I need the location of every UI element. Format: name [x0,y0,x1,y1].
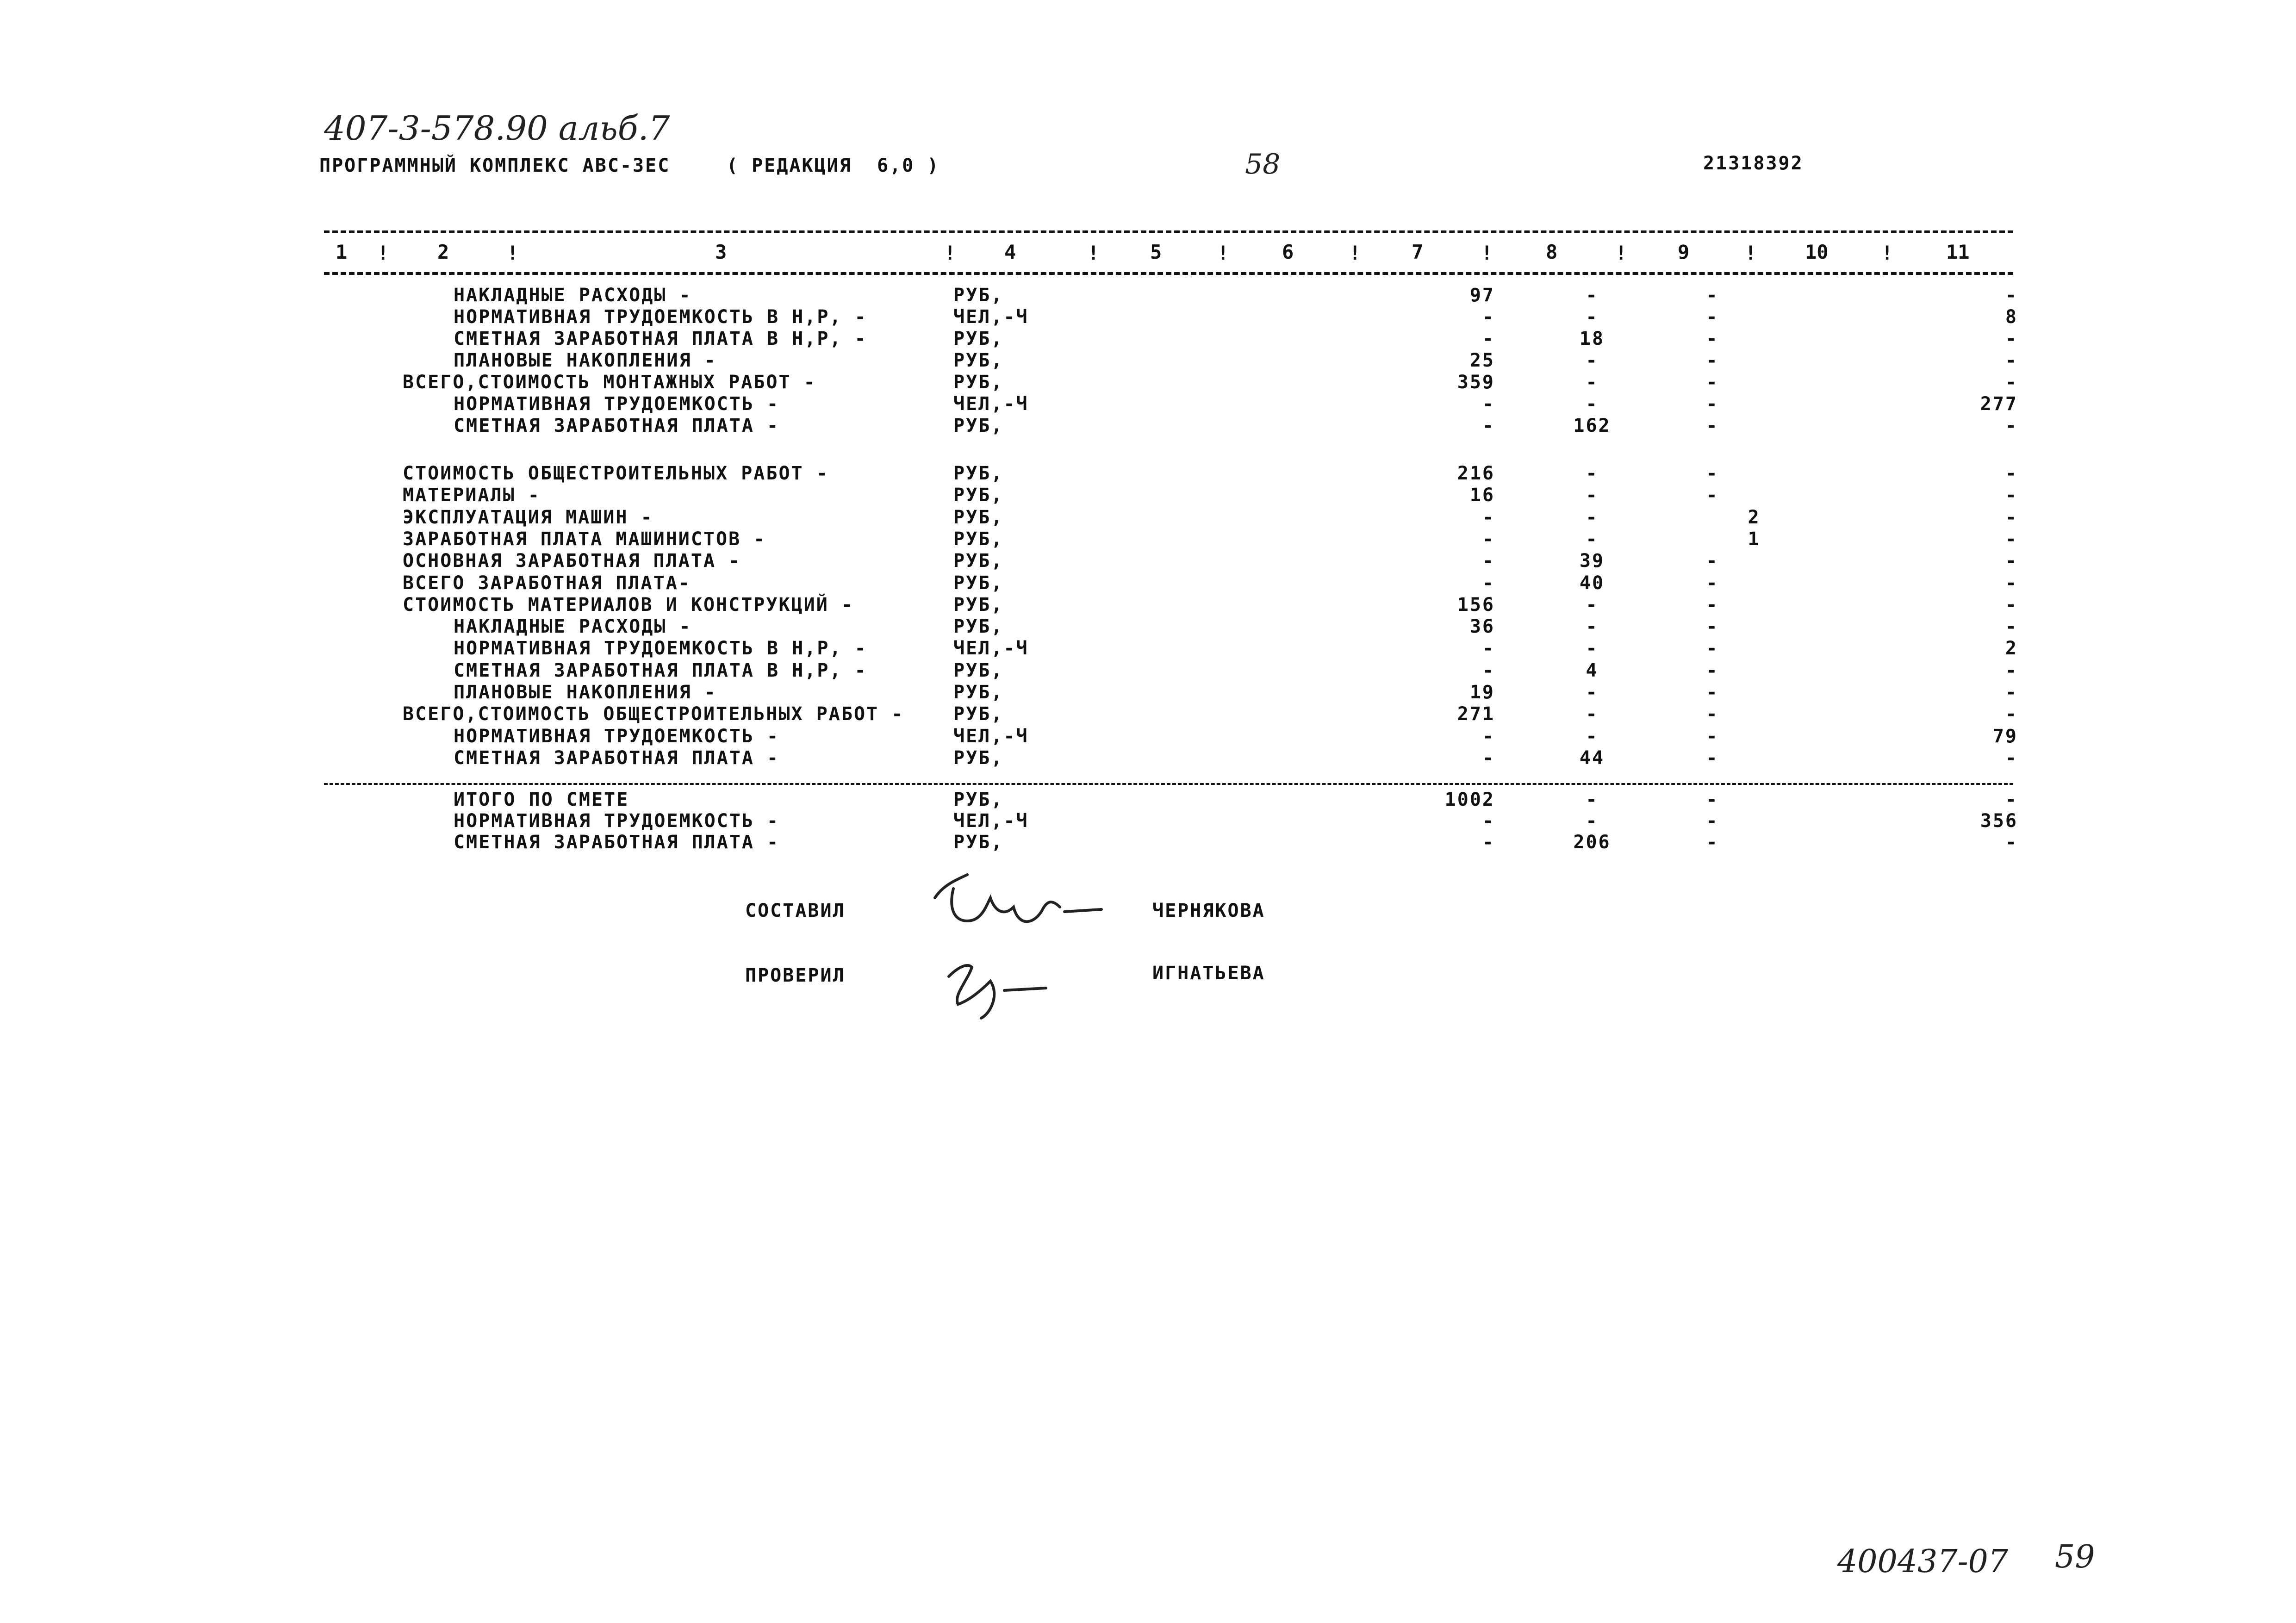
col-separator: ! [944,242,956,264]
row-label: СМЕТНАЯ ЗАРАБОТНАЯ ПЛАТА - [454,747,780,769]
cell-col11: - [2005,528,2018,550]
table-row [0,682,2296,704]
row-unit: РУБ, [953,415,1004,436]
row-label: НОРМАТИВНАЯ ТРУДОЕМКОСТЬ - [454,393,780,415]
archive-stamp: 400437-07 [1837,1543,2009,1580]
cell-col11: - [2005,789,2018,810]
cell-col8: 39 [1579,550,1605,572]
cell-col7: - [1482,810,1495,832]
col-separator: ! [1881,242,1893,264]
col-separator: ! [1615,242,1627,264]
cell-col7: 36 [1469,616,1495,638]
row-unit: РУБ, [953,506,1004,528]
cell-col7: 16 [1469,485,1495,506]
row-unit: ЧЕЛ,-Ч [953,810,1029,832]
cell-col7: - [1482,506,1495,528]
row-unit: РУБ, [953,328,1004,349]
row-label: СМЕТНАЯ ЗАРАБОТНАЯ ПЛАТА - [454,832,780,853]
cell-col11: - [2005,616,2018,638]
row-unit: ЧЕЛ,-Ч [953,393,1029,415]
table-row [0,747,2296,770]
col-separator: ! [1217,242,1229,264]
row-label: ИТОГО ПО СМЕТЕ [454,789,629,810]
col-header-11: 11 [1946,241,1970,263]
cell-col8: - [1586,285,1599,306]
row-unit: РУБ, [953,350,1004,371]
row-label: СМЕТНАЯ ЗАРАБОТНАЯ ПЛАТА В Н,Р, - [454,659,867,681]
row-unit: РУБ, [953,616,1004,638]
row-label: СМЕТНАЯ ЗАРАБОТНАЯ ПЛАТА - [454,415,780,436]
cell-col9: - [1706,463,1719,484]
col-header-1: 1 [336,241,348,263]
col-separator: ! [1745,242,1757,264]
cell-col11: - [2005,415,2018,436]
cell-col8: - [1586,528,1599,550]
cell-col9: - [1706,306,1719,328]
total-separator-rule [324,783,2013,785]
row-unit: РУБ, [953,463,1004,484]
cell-col9: - [1706,550,1719,572]
table-top-rule [324,230,2013,233]
cell-col9: - [1706,328,1719,349]
table-row [0,393,2296,416]
row-label: СТОИМОСТЬ ОБЩЕСТРОИТЕЛЬНЫХ РАБОТ - [403,463,829,484]
cell-col11: - [2005,832,2018,853]
cell-col9: - [1706,594,1719,616]
page-number: 58 [1245,148,1281,180]
cell-col11: - [2005,506,2018,528]
cell-col11: - [2005,285,2018,306]
col-header-10: 10 [1805,241,1829,263]
cell-col8: - [1586,306,1599,328]
table-row [0,328,2296,350]
table-header-rule [324,272,2013,275]
cell-col11: - [2005,372,2018,393]
cell-col8: - [1586,810,1599,832]
row-label: ЭКСПЛУАТАЦИЯ МАШИН - [403,506,653,528]
cell-col7: - [1482,572,1495,594]
cell-col9: - [1706,616,1719,638]
cell-col7: 1002 [1444,789,1495,810]
cell-col11: 356 [1980,810,2018,832]
cell-col8: - [1586,703,1599,725]
row-unit: РУБ, [953,550,1004,572]
cell-col7: - [1482,725,1495,747]
table-row [0,485,2296,507]
table-row [0,372,2296,394]
cell-col7: 156 [1457,594,1495,616]
cell-col8: 162 [1573,415,1611,436]
cell-col9: - [1706,703,1719,725]
cell-col11: - [2005,703,2018,725]
cell-col8: 18 [1579,328,1605,349]
cell-col7: 216 [1457,463,1495,484]
table-row [0,789,2296,811]
cell-col8: - [1586,350,1599,371]
compiled-by-label: СОСТАВИЛ [745,900,846,921]
cell-col8: - [1586,616,1599,638]
cell-col11: - [2005,350,2018,371]
cell-col11: - [2005,594,2018,616]
row-unit: РУБ, [953,789,1004,810]
row-label: СМЕТНАЯ ЗАРАБОТНАЯ ПЛАТА В Н,Р, - [454,328,867,349]
table-row [0,306,2296,329]
row-label: НАКЛАДНЫЕ РАСХОДЫ - [454,616,692,638]
table-row [0,463,2296,485]
cell-col7: - [1482,832,1495,853]
cell-col11: - [2005,659,2018,681]
row-label: НОРМАТИВНАЯ ТРУДОЕМКОСТЬ В Н,Р, - [454,306,867,328]
checked-by-name: ИГНАТЬЕВА [1152,963,1265,984]
col-header-2: 2 [437,241,449,263]
cell-col11: - [2005,550,2018,572]
cell-col7: 97 [1469,285,1495,306]
cell-col9: - [1706,747,1719,769]
table-row [0,660,2296,682]
col-separator: ! [377,242,389,264]
cell-col11: 2 [2005,638,2018,659]
cell-col8: 206 [1573,832,1611,853]
cell-col11: 8 [2005,306,2018,328]
cell-col11: - [2005,682,2018,703]
table-row [0,616,2296,638]
cell-col9: - [1706,415,1719,436]
cell-col9: - [1706,810,1719,832]
cell-col9: - [1706,350,1719,371]
compiled-signature [926,870,1111,939]
program-title: ПРОГРАММНЫЙ КОМПЛЕКС АВС-ЗЕС [319,155,671,176]
cell-col8: - [1586,485,1599,506]
row-label: ПЛАНОВЫЕ НАКОПЛЕНИЯ - [454,682,717,703]
cell-col11: - [2005,485,2018,506]
cell-col11: - [2005,328,2018,349]
table-row [0,529,2296,551]
cell-col9: - [1706,572,1719,594]
cell-col9: - [1706,682,1719,703]
cell-col9: - [1706,372,1719,393]
cell-col8: - [1586,638,1599,659]
row-unit: ЧЕЛ,-Ч [953,306,1029,328]
cell-col9: - [1706,393,1719,415]
table-row [0,415,2296,437]
col-header-3: 3 [715,241,727,263]
cell-col11: - [2005,463,2018,484]
cell-col10: 2 [1748,506,1761,528]
row-label: НОРМАТИВНАЯ ТРУДОЕМКОСТЬ В Н,Р, - [454,638,867,659]
row-unit: РУБ, [953,703,1004,725]
cell-col9: - [1706,832,1719,853]
sheet-number: 59 [2055,1539,2095,1575]
cell-col7: - [1482,328,1495,349]
row-label: ВСЕГО,СТОИМОСТЬ ОБЩЕСТРОИТЕЛЬНЫХ РАБОТ - [403,703,904,725]
row-unit: РУБ, [953,594,1004,616]
cell-col9: - [1706,638,1719,659]
row-unit: РУБ, [953,285,1004,306]
cell-col7: - [1482,638,1495,659]
document-code: 21318392 [1703,153,1804,174]
cell-col7: - [1482,659,1495,681]
row-label: ПЛАНОВЫЕ НАКОПЛЕНИЯ - [454,350,717,371]
cell-col7: 19 [1469,682,1495,703]
table-row [0,832,2296,854]
cell-col9: - [1706,725,1719,747]
row-unit: РУБ, [953,832,1004,853]
cell-col8: - [1586,682,1599,703]
table-row [0,726,2296,748]
cell-col9: - [1706,285,1719,306]
cell-col11: - [2005,572,2018,594]
row-label: ЗАРАБОТНАЯ ПЛАТА МАШИНИСТОВ - [403,528,766,550]
cell-col7: - [1482,550,1495,572]
cell-col8: - [1586,372,1599,393]
cell-col7: - [1482,393,1495,415]
cell-col8: - [1586,506,1599,528]
col-separator: ! [1349,242,1361,264]
col-header-9: 9 [1678,241,1690,263]
cell-col7: 25 [1469,350,1495,371]
compiled-by-name: ЧЕРНЯКОВА [1152,900,1265,921]
col-header-4: 4 [1004,241,1016,263]
checked-by-label: ПРОВЕРИЛ [745,965,846,986]
cell-col8: 44 [1579,747,1605,769]
cell-col11: 277 [1980,393,2018,415]
cell-col10: 1 [1748,528,1761,550]
table-row [0,285,2296,307]
row-unit: РУБ, [953,747,1004,769]
col-header-8: 8 [1546,241,1558,263]
row-label: ВСЕГО,СТОИМОСТЬ МОНТАЖНЫХ РАБОТ - [403,372,816,393]
cell-col8: - [1586,789,1599,810]
table-row [0,703,2296,726]
row-unit: РУБ, [953,485,1004,506]
row-label: ОСНОВНАЯ ЗАРАБОТНАЯ ПЛАТА - [403,550,741,572]
row-label: НАКЛАДНЫЕ РАСХОДЫ - [454,285,692,306]
col-header-7: 7 [1412,241,1424,263]
cell-col8: - [1586,594,1599,616]
table-row [0,350,2296,372]
row-unit: РУБ, [953,659,1004,681]
cell-col8: - [1586,725,1599,747]
cell-col9: - [1706,485,1719,506]
table-row [0,572,2296,595]
cell-col8: - [1586,393,1599,415]
table-row [0,550,2296,572]
col-separator: ! [507,242,519,264]
doc-number: 407-3-578.90 альб.7 [324,109,670,148]
row-unit: РУБ, [953,572,1004,594]
edition-label: ( РЕДАКЦИЯ 6,0 ) [727,155,940,176]
cell-col7: - [1482,415,1495,436]
row-label: ВСЕГО ЗАРАБОТНАЯ ПЛАТА- [403,572,691,594]
cell-col11: - [2005,747,2018,769]
cell-col9: - [1706,659,1719,681]
col-header-6: 6 [1282,241,1294,263]
table-row [0,638,2296,660]
cell-col7: 271 [1457,703,1495,725]
cell-col8: - [1586,463,1599,484]
row-label: НОРМАТИВНАЯ ТРУДОЕМКОСТЬ - [454,810,780,832]
table-row [0,507,2296,529]
row-unit: РУБ, [953,372,1004,393]
cell-col8: 40 [1579,572,1605,594]
col-separator: ! [1481,242,1493,264]
row-label: СТОИМОСТЬ МАТЕРИАЛОВ И КОНСТРУКЦИЙ - [403,594,854,616]
checked-signature [940,953,1088,1023]
table-row [0,810,2296,833]
row-unit: РУБ, [953,682,1004,703]
row-unit: ЧЕЛ,-Ч [953,725,1029,747]
row-label: НОРМАТИВНАЯ ТРУДОЕМКОСТЬ - [454,725,780,747]
col-header-5: 5 [1150,241,1162,263]
cell-col8: 4 [1586,659,1599,681]
cell-col11: 79 [1992,725,2018,747]
cell-col7: 359 [1457,372,1495,393]
row-label: МАТЕРИАЛЫ - [403,485,541,506]
table-row [0,594,2296,616]
row-unit: РУБ, [953,528,1004,550]
row-unit: ЧЕЛ,-Ч [953,638,1029,659]
cell-col7: - [1482,528,1495,550]
cell-col7: - [1482,306,1495,328]
cell-col7: - [1482,747,1495,769]
col-separator: ! [1088,242,1100,264]
cell-col9: - [1706,789,1719,810]
